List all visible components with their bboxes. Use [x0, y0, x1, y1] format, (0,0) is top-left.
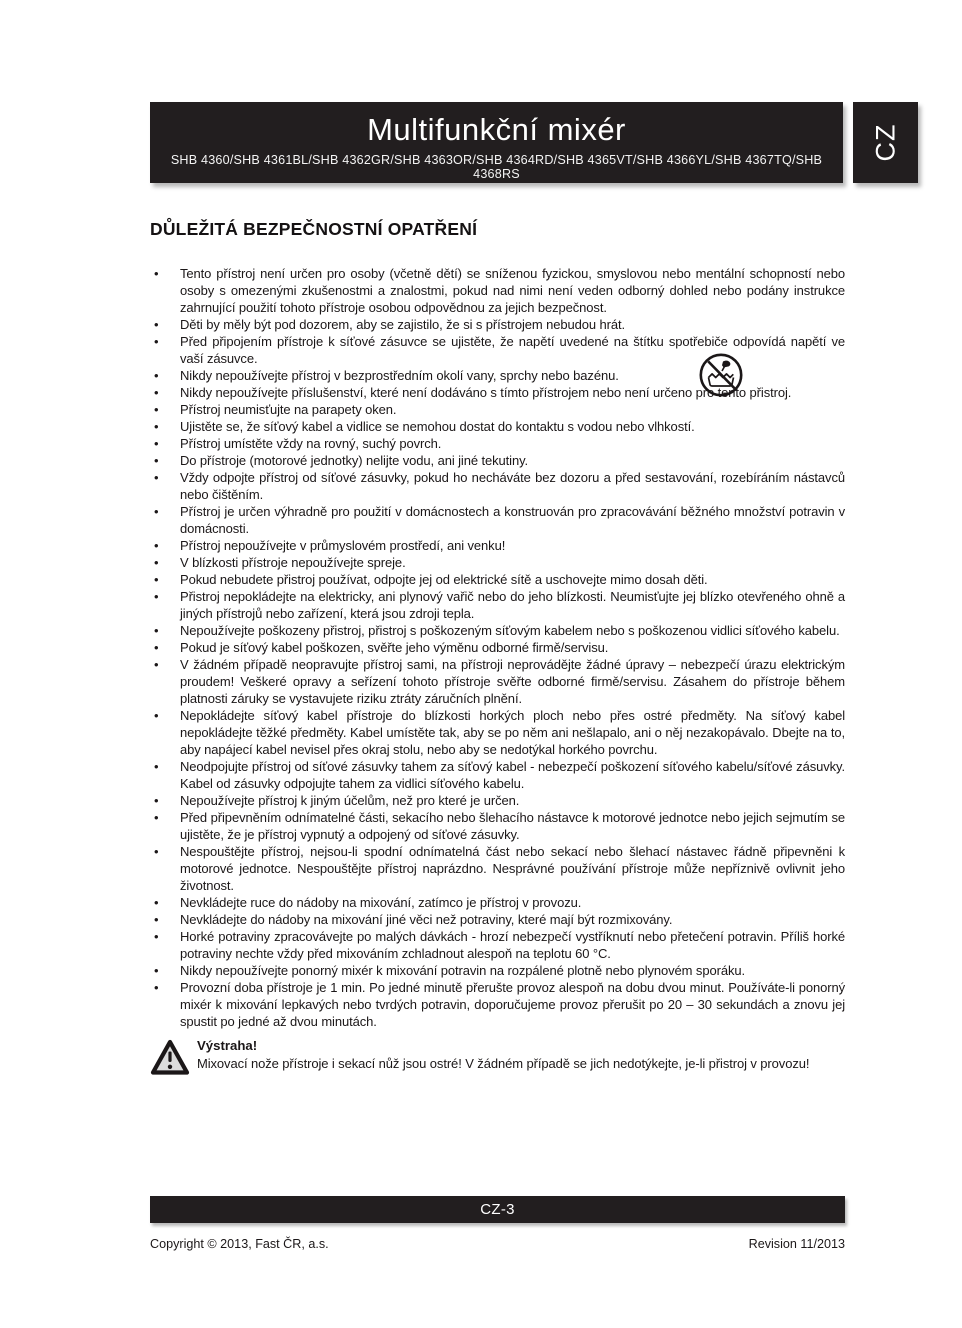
instruction-text: Tento přístroj není určen pro osoby (včetně dětí) se sníženou fyzickou, smyslovou nebo mentální schopností nebo osoby s omezenými zkušenostmi a znalostmi, pokud nad nimi není veden odborný dohled nebo podány instrukce zahrnující použití tohoto přístroje osobou odpovědnou za jejich bezpečnost.: [180, 266, 845, 315]
bullet-icon: •: [154, 623, 159, 638]
safety-instruction-item: [150, 537, 845, 554]
safety-instruction-item: [150, 758, 845, 792]
bullet-icon: •: [154, 470, 159, 485]
page-number-bar: [150, 1196, 845, 1223]
safety-instruction-item: [150, 588, 845, 622]
bullet-icon: •: [154, 266, 159, 281]
instruction-text: Nespouštějte přístroj, nejsou-li spodní odnímatelná část nebo sekací nebo šlehací nástavec řádně připevněni k motorové jednotce. Nespouštějte přístroj naprázdno. Nesprávné používání přístroje může nepříznivě ovlivnit jeho životnost.: [180, 844, 845, 893]
safety-instruction-item: [150, 843, 845, 894]
instruction-text: Horké potraviny zpracovávejte po malých dávkách - hrozí nebezpečí vystříknutí nebo přetečení potravin. Příliš horké potraviny nechte vždy před mixováním zchladnout alespoň na teplotu 60 °C.: [180, 929, 845, 961]
copyright-row: [150, 1237, 845, 1251]
instruction-text: Nikdy nepoužívejte přístroj v bezprostředním okolí vany, sprchy nebo bazénu.: [180, 368, 619, 383]
safety-instruction-item: [150, 401, 845, 418]
bullet-icon: •: [154, 810, 159, 825]
revision-text: Revision 11/2013: [748, 1237, 845, 1251]
instruction-text: Nepokládejte síťový kabel přístroje do blízkosti horkých ploch nebo přes ostré předměty. Na síťový kabel nepokládejte těžké předměty. Kabel umístěte tak, aby se po něm ani nešlapalo, ani o něj nezakopávalo. Dbejte na to, aby napájecí kabel nevisel přes okraj stolu, nebo aby se nedotýkal horkého povrchu.: [180, 708, 845, 757]
instruction-text: Nikdy nepoužívejte ponorný mixér k mixování potravin na rozpálené plotně nebo plynovém sporáku.: [180, 963, 745, 978]
warning-block: [150, 1037, 845, 1072]
language-tab-label: CZ: [870, 123, 900, 162]
safety-instruction-item: [150, 316, 845, 333]
safety-instruction-item: [150, 979, 845, 1030]
safety-instruction-item: [150, 962, 845, 979]
instruction-text: Nevkládejte ruce do nádoby na mixování, zatímco je přístroj v provozu.: [180, 895, 582, 910]
safety-instruction-item: [150, 367, 845, 384]
instruction-text: V blízkosti přístroje nepoužívejte spreje.: [180, 555, 406, 570]
bullet-icon: •: [154, 980, 159, 995]
language-tab: [853, 102, 918, 183]
bullet-icon: •: [154, 504, 159, 519]
bullet-icon: •: [154, 572, 159, 587]
safety-instruction-item: [150, 503, 845, 537]
instruction-text: Přístroj nepoužívejte v průmyslovém prostředí, ani venku!: [180, 538, 506, 553]
instruction-text: Nepoužívejte poškozeny přistroj, přistroj s poškozeným síťovým kabelem nebo s poškozenou vidlici síťového kabelu.: [180, 623, 840, 638]
content-area: [150, 219, 845, 1072]
instruction-text: Přístroj umístěte vždy na rovný, suchý povrch.: [180, 436, 442, 451]
instruction-text: Přístroj neumisťujte na parapety oken.: [180, 402, 397, 417]
instruction-text: Přístroj je určen výhradně pro použití v domácnostech a konstruován pro zpracovávání běžného množství potravin v domácnosti.: [180, 504, 845, 536]
bullet-icon: •: [154, 929, 159, 944]
safety-instruction-item: [150, 622, 845, 639]
warning-title: Výstraha!: [197, 1038, 258, 1053]
bullet-icon: •: [154, 385, 159, 400]
bullet-icon: •: [154, 589, 159, 604]
header-row: [150, 102, 918, 183]
safety-instructions-list: [150, 265, 845, 1030]
instruction-text: Před připevněním odnímatelné části, sekacího nebo šlehacího nástavce k motorové jednotce nebo jejich sejmutím se ujistěte, že je přístroj vypnutý a odpojený od síťové zásuvky.: [180, 810, 845, 842]
safety-instruction-item: [150, 911, 845, 928]
instruction-text: Pokud nebudete přistroj používat, odpojte jej od elektrické sítě a uschovejte mimo dosah děti.: [180, 572, 708, 587]
bullet-icon: •: [154, 453, 159, 468]
safety-instruction-item: [150, 418, 845, 435]
warning-text: Mixovací nože přístroje i sekací nůž jsou ostré! V žádném případě se jich nedotýkejte, je-li přistroj v provozu!: [197, 1056, 810, 1071]
product-title: Multifunkční mixér: [367, 112, 626, 147]
instruction-text: V žádném případě neopravujte přístroj sami, na přístroji neprovádějte žádné úpravy – nebezpečí úrazu elektrickým proudem! Veškeré opravy a seřízení tohoto přístroje svěřte odborné firmě/servisu. Zásahem do přístroje během platnosti záruky se vystavujete riziku ztráty záručních plnění.: [180, 657, 845, 706]
instruction-text: Neodpojujte přístroj od síťové zásuvky tahem za síťový kabel - nebezpečí poškození síťového kabelu/síťové zásuvky. Kabel od zásuvky odpojujte tahem za vidlici síťového kabelu.: [180, 759, 845, 791]
safety-instruction-item: [150, 265, 845, 316]
instruction-text: Děti by měly být pod dozorem, aby se zajistilo, že si s přístrojem nebudou hrát.: [180, 317, 626, 332]
safety-instruction-item: [150, 435, 845, 452]
safety-instruction-item: [150, 792, 845, 809]
bullet-icon: •: [154, 555, 159, 570]
instruction-text: Pokud je síťový kabel poškozen, svěřte jeho výměnu odborné firmě/servisu.: [180, 640, 609, 655]
safety-instruction-item: [150, 452, 845, 469]
bullet-icon: •: [154, 793, 159, 808]
safety-instruction-item: [150, 928, 845, 962]
bullet-icon: •: [154, 912, 159, 927]
page-number: CZ-3: [480, 1201, 515, 1218]
safety-instruction-item: [150, 656, 845, 707]
safety-instruction-item: [150, 894, 845, 911]
bullet-icon: •: [154, 402, 159, 417]
bullet-icon: •: [154, 895, 159, 910]
instruction-text: Nikdy nepoužívejte příslušenství, které není dodáváno s tímto přístrojem nebo není určeno pro tento přistroj.: [180, 385, 792, 400]
safety-instruction-item: [150, 571, 845, 588]
bullet-icon: •: [154, 759, 159, 774]
bullet-icon: •: [154, 640, 159, 655]
instruction-text: Před připojením přístroje k síťové zásuvce se ujistěte, že napětí uvedené na štítku spotřebiče odpovídá napětí ve vaší zásuvce.: [180, 334, 845, 366]
bullet-icon: •: [154, 317, 159, 332]
instruction-text: Přistroj nepokládejte na elektricky, ani plynový vařič nebo do jeho blízkosti. Neumisťujte jej blízko otevřeného ohně a jiných přístrojů nebo zařízení, která jsou zdroji tepla.: [180, 589, 845, 621]
bullet-icon: •: [154, 963, 159, 978]
safety-instruction-item: [150, 639, 845, 656]
bullet-icon: •: [154, 368, 159, 383]
bullet-icon: •: [154, 657, 159, 672]
safety-instruction-item: [150, 384, 845, 401]
document-header: [150, 102, 843, 183]
bullet-icon: •: [154, 538, 159, 553]
instruction-text: Ujistěte se, že síťový kabel a vidlice se nemohou dostat do kontaktu s vodou nebo vlhkostí.: [180, 419, 695, 434]
safety-instruction-item: [150, 707, 845, 758]
instruction-text: Do přístroje (motorové jednotky) nelijte vodu, ani jiné tekutiny.: [180, 453, 529, 468]
bullet-icon: •: [154, 334, 159, 349]
bullet-icon: •: [154, 419, 159, 434]
instruction-text: Nepoužívejte přístroj k jiným účelům, než pro které je určen.: [180, 793, 520, 808]
bullet-icon: •: [154, 708, 159, 723]
section-title: DŮLEŽITÁ BEZPEČNOSTNÍ OPATŘENÍ: [150, 219, 478, 239]
instruction-text: Nevkládejte do nádoby na mixování jiné věci než potraviny, které mají být rozmixovány.: [180, 912, 673, 927]
bullet-icon: •: [154, 844, 159, 859]
copyright-text: Copyright © 2013, Fast ČR, a.s.: [150, 1237, 329, 1251]
safety-instruction-item: [150, 554, 845, 571]
instruction-text: Provozní doba přístroje je 1 min. Po jedné minutě přerušte provoz alespoň na dobu dvou minut. Používáte-li ponorný mixér k mixování lepkavých nebo tvrdých potravin, doporučujeme provoz přerušit po 20 – 30 sekundách a znovu jej spustit po jedné až dvou minutách.: [180, 980, 845, 1029]
instruction-text: Vždy odpojte přístroj od síťové zásuvky, pokud ho necháváte bez dozoru a před sestavování, rozebíráním nástavců nebo čištěním.: [180, 470, 845, 502]
model-numbers: SHB 4360/SHB 4361BL/SHB 4362GR/SHB 4363OR/SHB 4364RD/SHB 4365VT/SHB 4366YL/SHB 4367TQ/SHB 4368RS: [170, 153, 823, 181]
warning-triangle-icon: [150, 1039, 190, 1076]
safety-instruction-item: [150, 809, 845, 843]
bullet-icon: •: [154, 436, 159, 451]
safety-instruction-item: [150, 469, 845, 503]
